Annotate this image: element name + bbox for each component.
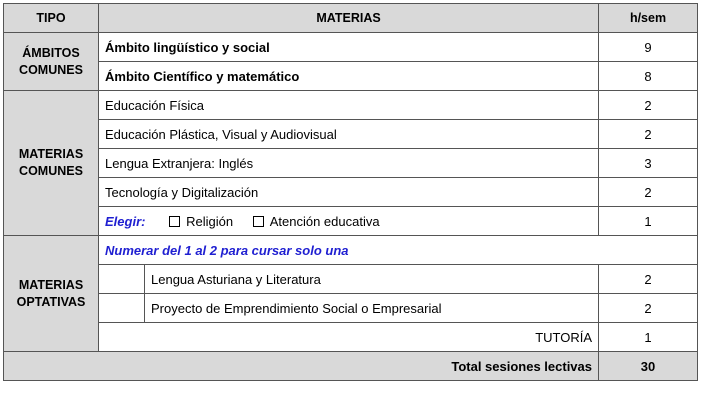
subject-hours: 1: [599, 207, 698, 236]
religion-option-label: Religión: [186, 213, 234, 229]
group-label-line2: COMUNES: [19, 164, 83, 178]
group-label-line1: MATERIAS: [18, 147, 84, 161]
subjects-table: [3, 3, 698, 381]
table-row: [4, 178, 698, 207]
subject-name: Educación Plástica, Visual y Audiovisual: [99, 120, 599, 149]
subject-name: Educación Física: [99, 91, 599, 120]
header-materias: MATERIAS: [99, 4, 599, 33]
subject-name: Ámbito Científico y matemático: [99, 62, 599, 91]
table-row: [4, 91, 698, 120]
tutoria-label: TUTORÍA: [99, 323, 599, 352]
atencion-educativa-option-label: Atención educativa: [269, 213, 380, 229]
group-label-line2: COMUNES: [19, 62, 83, 77]
subject-hours: 9: [599, 33, 698, 62]
table-row: [4, 120, 698, 149]
elegir-row: [4, 207, 698, 236]
instruction-row: [4, 236, 698, 265]
header-tipo: TIPO: [4, 4, 99, 33]
subject-hours: 8: [599, 62, 698, 91]
table-row: [4, 33, 698, 62]
subject-hours: 2: [599, 294, 698, 323]
subject-name: Tecnología y Digitalización: [99, 178, 599, 207]
elegir-label: Elegir:: [105, 213, 146, 229]
subject-name: Proyecto de Emprendimiento Social o Empresarial: [145, 294, 599, 323]
optativas-instruction: Numerar del 1 al 2 para cursar solo una: [99, 236, 698, 265]
subject-name: Lengua Asturiana y Literatura: [145, 265, 599, 294]
religion-checkbox[interactable]: [169, 216, 180, 227]
group-label-ambitos: [4, 33, 99, 91]
subject-name: Lengua Extranjera: Inglés: [99, 149, 599, 178]
group-label-materias-comunes: [4, 91, 99, 236]
total-label: Total sesiones lectivas: [4, 352, 599, 381]
subject-hours: 2: [599, 265, 698, 294]
subject-hours: 2: [599, 178, 698, 207]
subject-hours: 2: [599, 120, 698, 149]
subject-hours: 2: [599, 91, 698, 120]
table-row: [4, 294, 698, 323]
order-number-field[interactable]: [99, 265, 145, 294]
table-row: [4, 265, 698, 294]
table-row: [4, 149, 698, 178]
group-label-line2: OPTATIVAS: [16, 294, 86, 309]
table-row: [4, 62, 698, 91]
tutoria-row: [4, 323, 698, 352]
subject-hours: 3: [599, 149, 698, 178]
group-label-materias-optativas: [4, 236, 99, 352]
total-hours: 30: [599, 352, 698, 381]
total-row: [4, 352, 698, 381]
atencion-educativa-checkbox[interactable]: [253, 216, 264, 227]
header-row: [4, 4, 698, 33]
subject-name: Ámbito lingüístico y social: [99, 33, 599, 62]
header-hours: h/sem: [599, 4, 698, 33]
group-label-line1: ÁMBITOS: [22, 45, 80, 60]
group-label-line1: MATERIAS: [18, 277, 84, 292]
elegir-cell: [99, 207, 599, 236]
order-number-field[interactable]: [99, 294, 145, 323]
tutoria-hours: 1: [599, 323, 698, 352]
